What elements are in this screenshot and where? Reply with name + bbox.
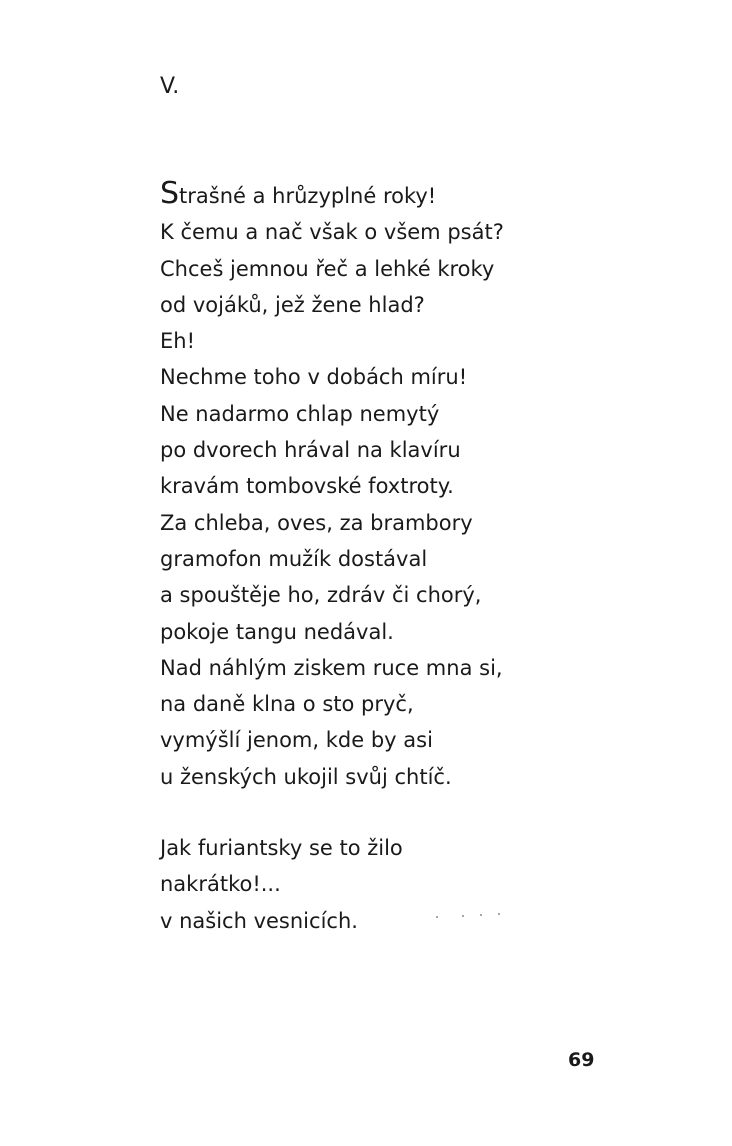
verse-line: Chceš jemnou řeč a lehké kroky <box>160 256 495 281</box>
page-number: 69 <box>568 1049 595 1071</box>
verse-line-text: trašné a hrůzyplné roky! <box>179 184 437 208</box>
verse-line <box>160 178 504 214</box>
drop-cap-initial: S <box>160 176 180 211</box>
verse-line: Za chleba, oves, za brambory <box>160 510 473 535</box>
verse-line: kravám tombovské foxtroty. <box>160 474 454 499</box>
verse-line: od vojáků, jež žene hlad? <box>160 292 425 317</box>
stanza-1 <box>160 178 504 795</box>
scan-speck <box>462 915 464 917</box>
scan-speck <box>480 914 482 916</box>
section-heading: V. <box>160 74 180 99</box>
verse-line: a spouštěje ho, zdráv či chorý, <box>160 583 482 608</box>
verse-line: Nad náhlým ziskem ruce mna si, <box>160 655 503 680</box>
verse-line: pokoje tangu nedával. <box>160 619 394 644</box>
verse-line: na daně klna o sto pryč, <box>160 692 414 717</box>
scan-speck <box>436 916 438 918</box>
verse-line: Eh! <box>160 329 195 354</box>
verse-line: K čemu a nač však o všem psát? <box>160 220 504 245</box>
verse-line: vymýšlí jenom, kde by asi <box>160 728 433 753</box>
stanza-2 <box>160 830 403 939</box>
verse-line: Ne nadarmo chlap nemytý <box>160 401 440 426</box>
scan-speck <box>498 913 500 915</box>
verse-line: nakrátko!... <box>160 872 281 897</box>
verse-line: po dvorech hrával na klavíru <box>160 438 461 463</box>
verse-line: Jak furiantsky se to žilo <box>160 836 403 860</box>
verse-line: Nechme toho v dobách míru! <box>160 365 468 390</box>
verse-line: gramofon mužík dostával <box>160 546 428 571</box>
verse-line: v našich vesnicích. <box>160 908 358 933</box>
verse-line: u ženských ukojil svůj chtíč. <box>160 764 452 789</box>
